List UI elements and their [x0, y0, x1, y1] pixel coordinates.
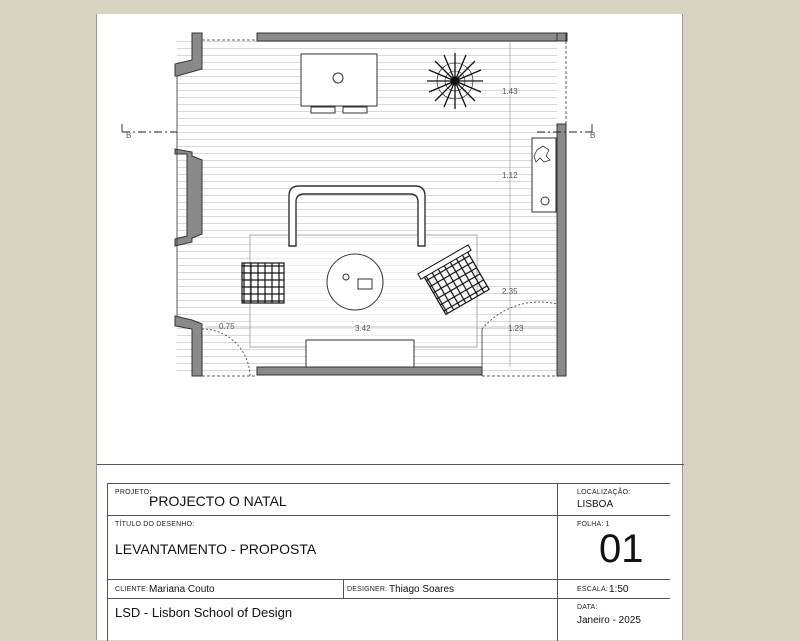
dimension-label-5: 3.42 — [355, 324, 371, 333]
data-value: Janeiro - 2025 — [577, 615, 641, 626]
plant — [427, 53, 483, 109]
coffee-table — [327, 254, 383, 310]
dimension-label-6: 1.23 — [508, 324, 524, 333]
cliente-value: Mariana Couto — [149, 584, 215, 595]
folha-label: FOLHA: 1 — [577, 521, 610, 528]
wall-right-top — [557, 33, 566, 41]
floor-plan — [97, 14, 684, 464]
folha-value: 01 — [599, 527, 644, 571]
data-label: DATA: — [577, 604, 598, 611]
dimension-label-2: 1.12 — [502, 171, 518, 180]
ottoman-left — [242, 263, 284, 303]
school-name: LSD - Lisbon School of Design — [115, 605, 293, 620]
projeto-value: PROJECTO O NATAL — [149, 493, 287, 509]
desk — [301, 54, 377, 113]
escala-label: ESCALA: — [577, 586, 608, 593]
wall-bottom — [257, 367, 482, 375]
designer-label: DESIGNER: — [347, 586, 388, 593]
escala-value: 1:50 — [609, 584, 629, 595]
title-block — [97, 464, 684, 641]
cliente-label: CLIENTE: — [115, 586, 149, 593]
dimension-label-4: 0.75 — [219, 322, 235, 331]
dimension-label-3: 2.35 — [502, 287, 518, 296]
designer-value: Thiago Soares — [389, 584, 455, 595]
tv-console — [306, 340, 414, 367]
section-marker-right: B — [590, 131, 596, 140]
titulo-label: TÍTULO DO DESENHO: — [115, 521, 195, 528]
wall-top-right — [257, 33, 567, 41]
wall-right — [557, 124, 566, 376]
projeto-label: PROJETO: — [115, 489, 152, 496]
localizacao-label: LOCALIZAÇÃO: — [577, 489, 631, 496]
titulo-value: LEVANTAMENTO - PROPOSTA — [115, 541, 317, 557]
side-cabinet — [532, 138, 556, 212]
localizacao-value: LISBOA — [577, 499, 614, 510]
section-marker-left: B — [126, 131, 132, 140]
dimension-label-1: 1.43 — [502, 87, 518, 96]
drawing-sheet — [96, 14, 683, 640]
